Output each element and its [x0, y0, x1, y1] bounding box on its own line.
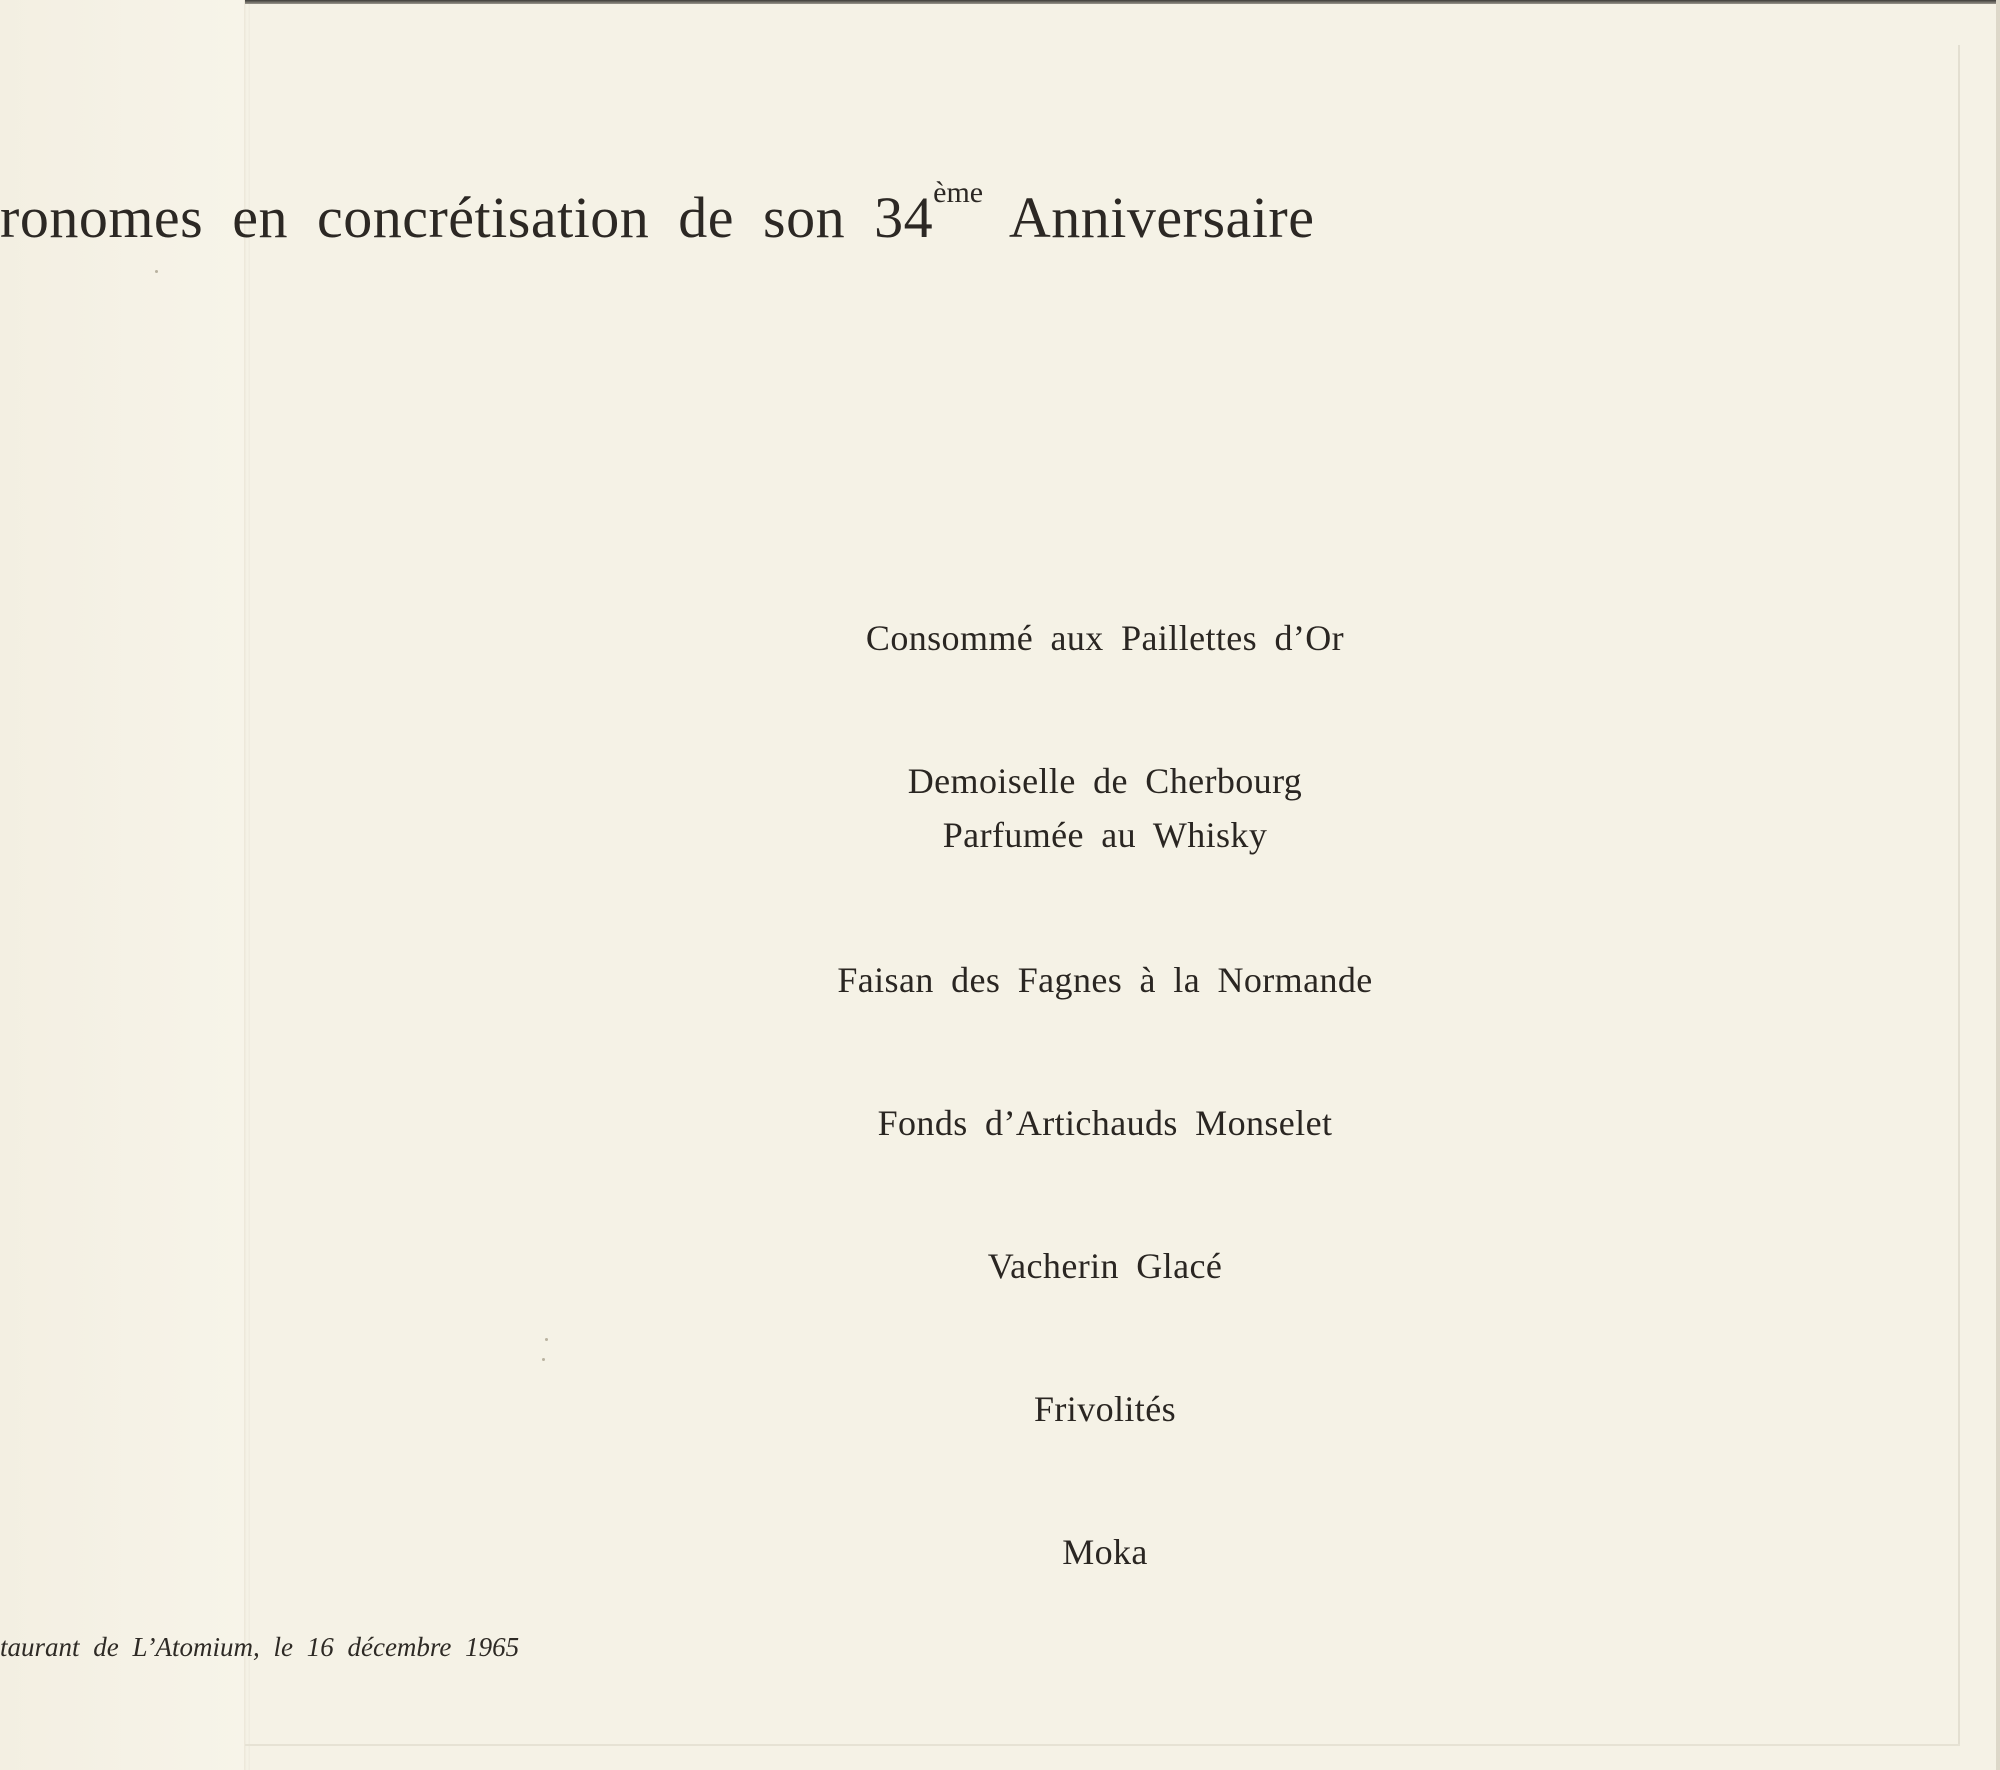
left-fold-panel	[0, 0, 245, 1770]
inner-card-right-edge	[1958, 45, 1960, 1745]
headline-text-after: Anniversaire	[1008, 185, 1315, 250]
fold-crease	[244, 0, 250, 1770]
menu-item	[705, 611, 1505, 665]
menu-item-line: Frivolités	[1033, 1389, 1176, 1429]
menu-item-line: Fonds d’Artichauds Monselet	[877, 1103, 1333, 1143]
paper-speck	[542, 1358, 545, 1361]
top-edge-shadow	[245, 0, 2000, 4]
right-edge	[1996, 0, 2000, 1770]
menu-item-line: Vacherin Glacé	[987, 1246, 1223, 1286]
menu-item	[705, 1525, 1505, 1579]
menu-item	[705, 1239, 1505, 1293]
headline-superscript: ème	[933, 176, 984, 209]
menu-item-line: Consommé aux Paillettes d’Or	[865, 618, 1345, 658]
venue-date-line: taurant de L’Atomium, le 16 décembre 1965	[0, 1632, 520, 1662]
menu-item	[705, 1096, 1505, 1150]
headline-text: ronomes en concrétisation de son 34	[0, 185, 934, 250]
paper-speck	[545, 1338, 548, 1341]
menu-item-line: Moka	[1062, 1532, 1148, 1572]
menu-item	[705, 754, 1505, 862]
menu-item	[705, 1382, 1505, 1436]
menu-item-line: Faisan des Fagnes à la Normande	[837, 960, 1373, 1000]
menu-item-line: Demoiselle de Cherbourg	[907, 761, 1303, 801]
paper-speck	[155, 270, 158, 273]
inner-card-bottom-edge	[245, 1744, 1960, 1746]
menu-item-line: Parfumée au Whisky	[942, 815, 1268, 855]
menu-item	[705, 953, 1505, 1007]
headline	[0, 176, 1315, 251]
